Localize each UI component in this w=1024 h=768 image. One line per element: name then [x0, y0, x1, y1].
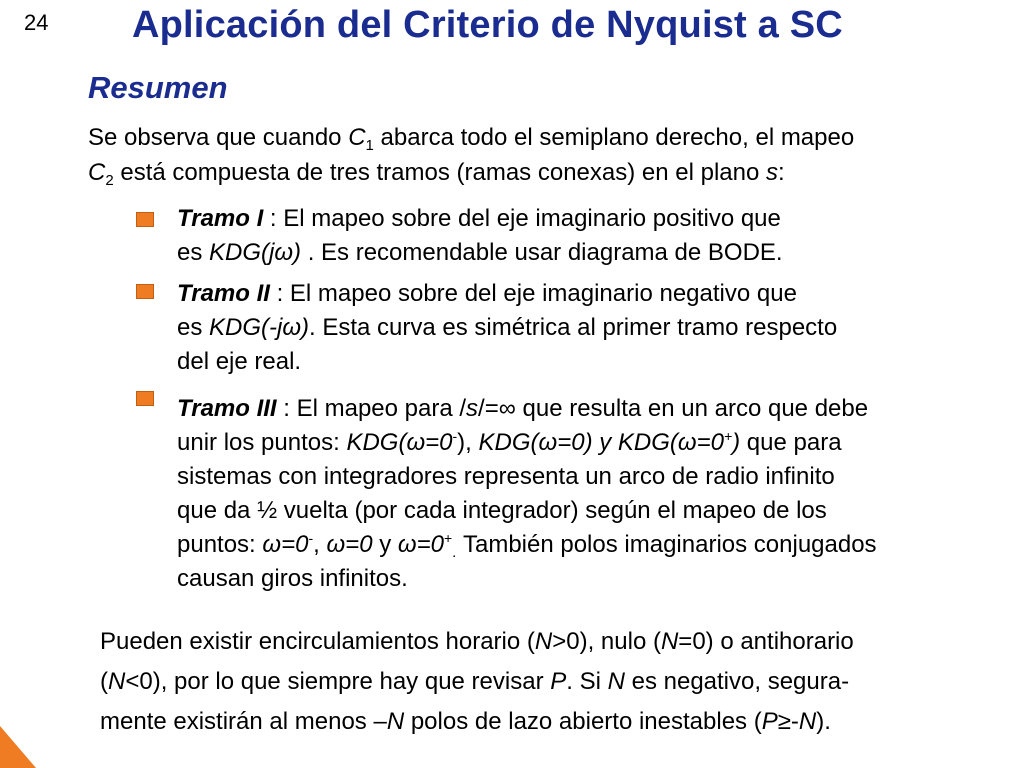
bullet-tramo-3: Tramo III : El mapeo para /s/=∞ que resulta en un arco que debe unir los puntos: KDG(ω=0-), KDG(ω=0) y KDG(ω=0+) que para sistemas con integradores representa un arco de radio infinito que da ½ vuelta (por cada integrador) según el mapeo de los puntos: ω=0-, ω=0 y $\omega=0^+_.$ También polos imaginarios conjugados causan giros infinitos. — [177, 395, 877, 592]
intro-paragraph: Se observa que cuando $C_1$ abarca todo el semiplano derecho, el mapeo $C_2$ está compuesta de tres tramos (ramas conexas) en el plano s: — [88, 124, 855, 189]
slide-subtitle: Resumen — [88, 70, 228, 105]
summary-paragraph: Pueden existir encirculamientos horario (N>0), nulo (N=0) o antihorario (N<0), por lo que siempre hay que revisar P. Si N es negativo, segura- mente existirán al menos –N polos de lazo abierto inestables (P≥-N). — [100, 628, 854, 735]
bullet-marker-tramo-2 — [136, 284, 154, 299]
bullet-marker-tramo-1 — [136, 212, 154, 227]
corner-decoration — [0, 726, 36, 768]
slide-number: 24 — [24, 10, 49, 35]
bullet-tramo-1: Tramo I : El mapeo sobre del eje imaginario positivo que es KDG(jω) . Es recomendable usar diagrama de BODE. — [177, 205, 783, 266]
bullet-tramo-2: Tramo II : El mapeo sobre del eje imaginario negativo que es KDG(-jω). Esta curva es simétrica al primer tramo respecto del eje real. — [177, 280, 838, 375]
slide-title: Aplicación del Criterio de Nyquist a SC — [132, 4, 843, 46]
bullet-marker-tramo-3 — [136, 391, 154, 406]
